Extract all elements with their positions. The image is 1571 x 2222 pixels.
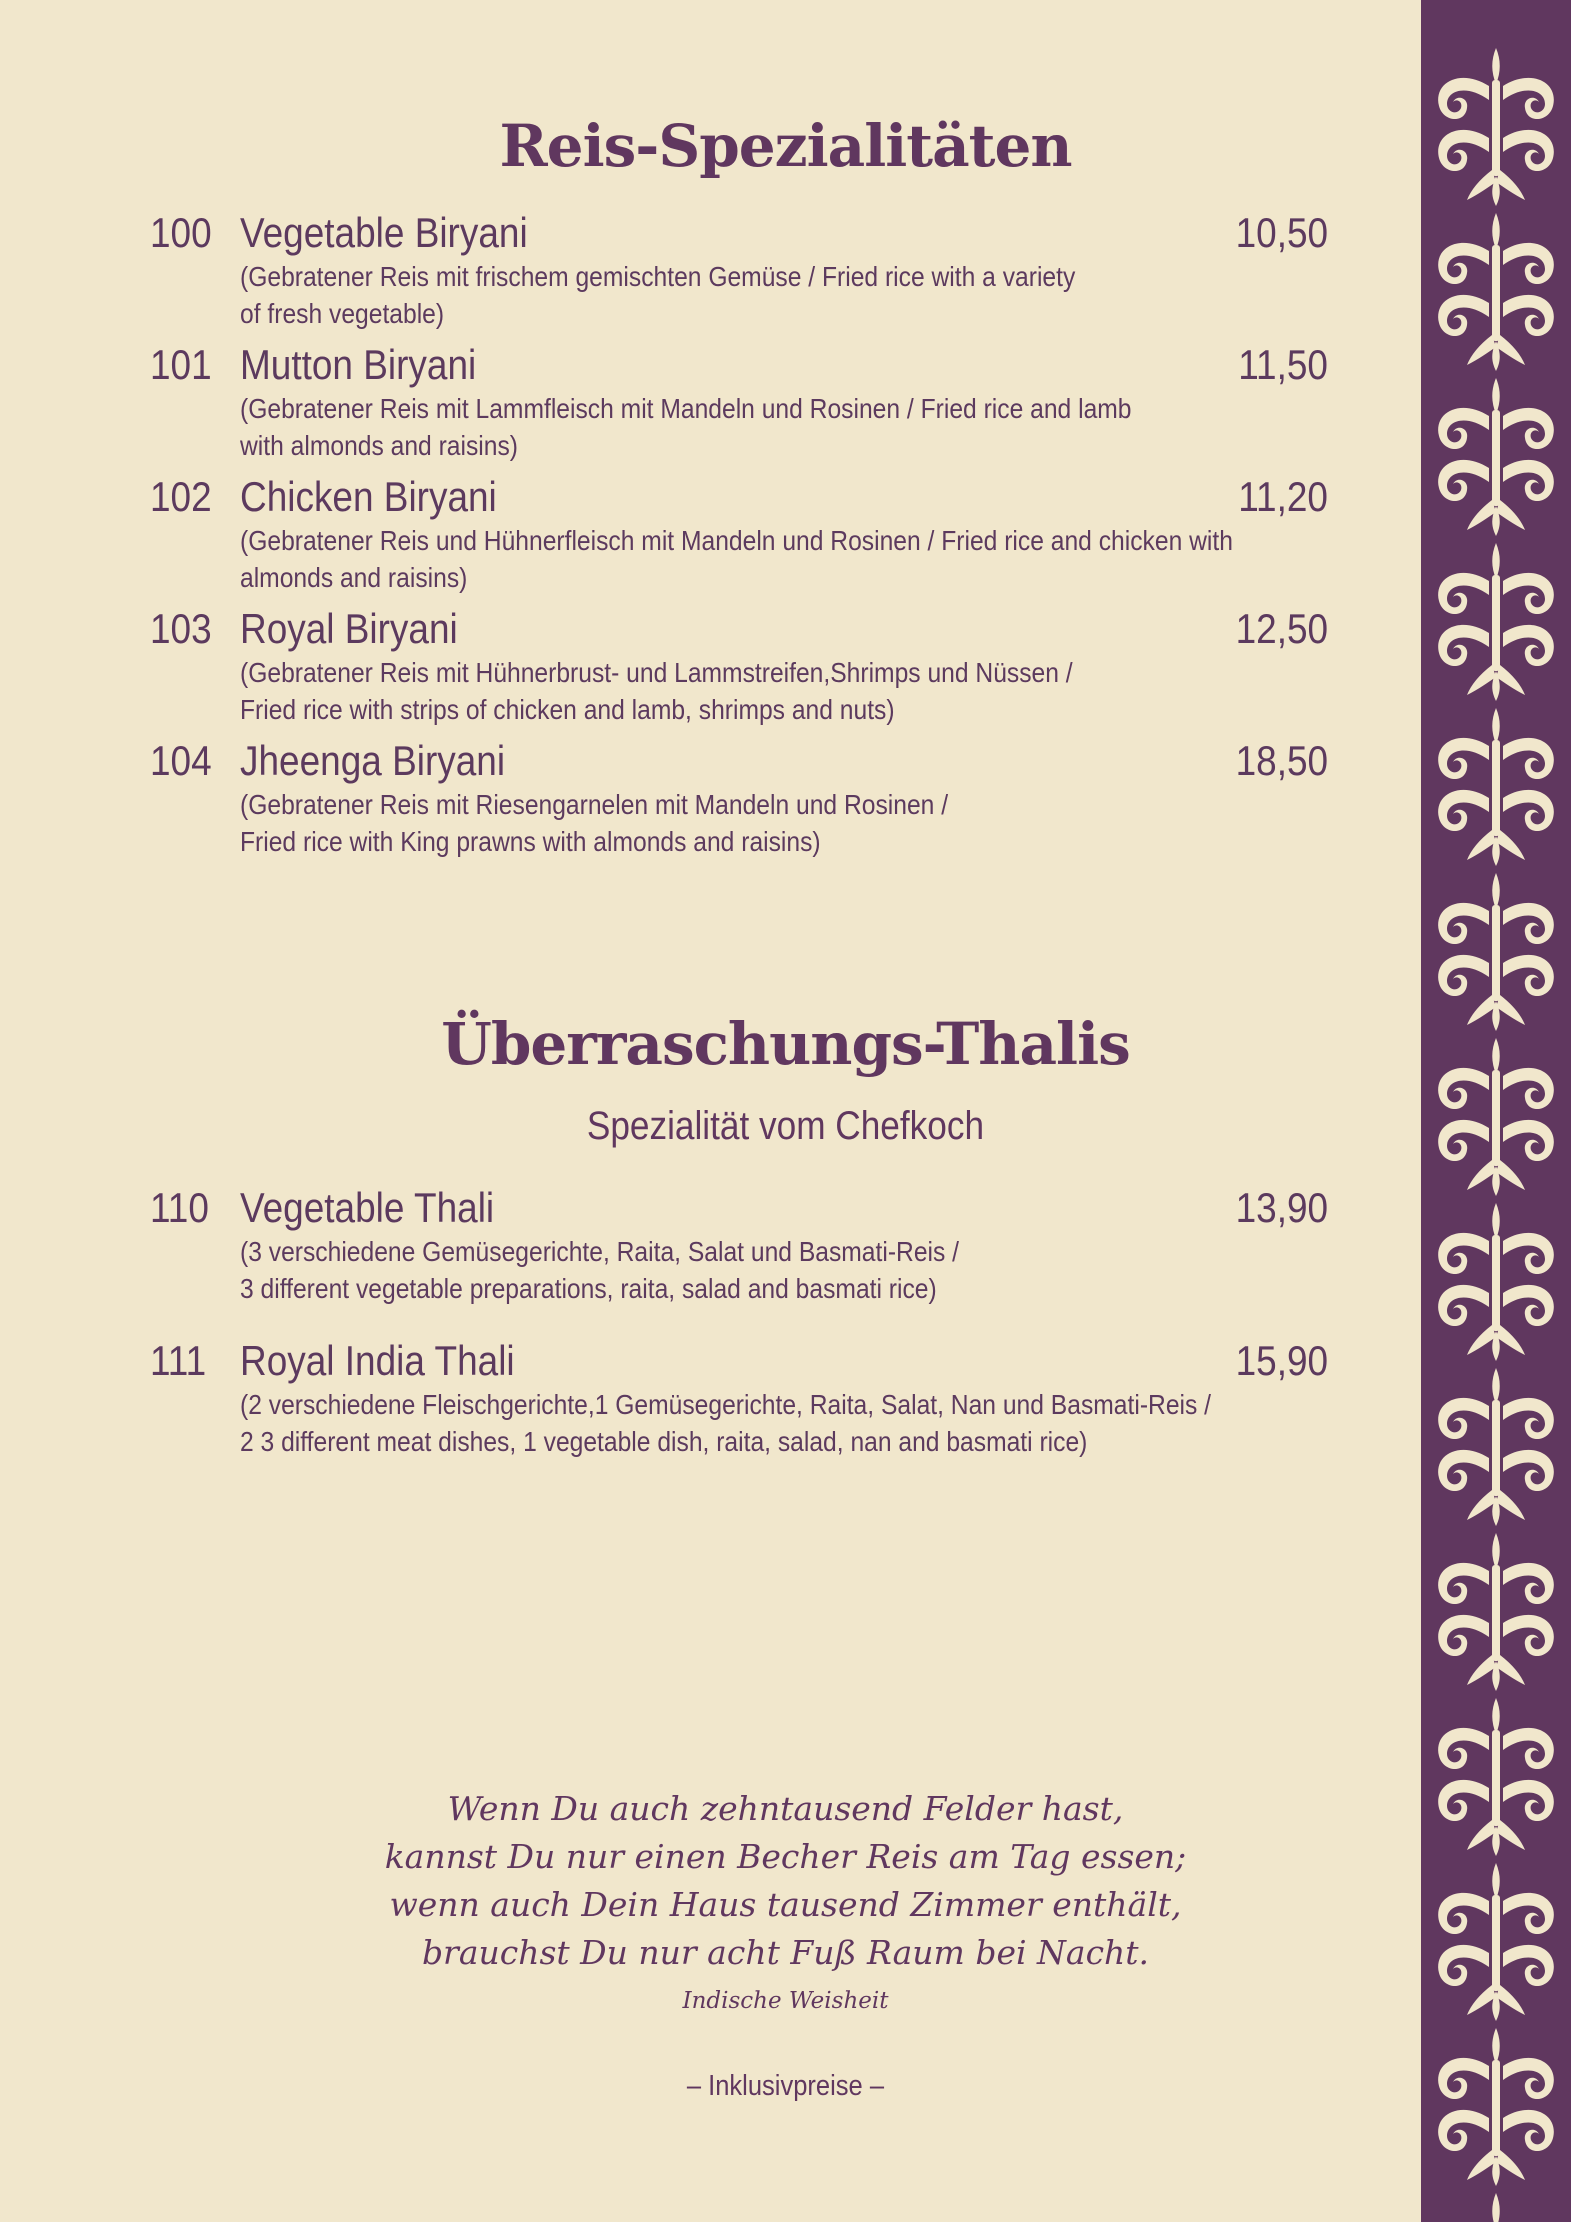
- item-number: 111: [150, 1337, 207, 1384]
- item-name: Royal India Thali: [240, 1337, 515, 1384]
- footer-note: – Inklusivpreise –: [686, 2070, 885, 2102]
- quote: [0, 1785, 1571, 1977]
- item-name: Vegetable Biryani: [240, 209, 528, 256]
- fleur-de-lis-scroll-icon: [1438, 708, 1554, 866]
- fleur-de-lis-scroll-icon: [1438, 543, 1554, 701]
- fleur-de-lis-scroll-icon: [1438, 1698, 1554, 1856]
- menu-item: [150, 340, 1330, 464]
- item-name: Royal Biryani: [240, 605, 458, 652]
- item-description: (Gebratener Reis mit Riesengarnelen mit Mandeln und Rosinen / Fried rice with King prawns with almonds and raisins): [240, 789, 949, 857]
- item-number: 110: [150, 1184, 209, 1231]
- item-name: Jheenga Biryani: [240, 737, 506, 784]
- item-number: 103: [150, 605, 212, 652]
- menu-item: [150, 1336, 1330, 1460]
- item-number: 101: [150, 341, 212, 388]
- fleur-de-lis-scroll-icon: [1438, 2028, 1554, 2186]
- fleur-de-lis-scroll-icon: [1438, 378, 1554, 536]
- item-number: 102: [150, 473, 212, 520]
- quote-line: brauchst Du nur acht Fuß Raum bei Nacht.: [421, 1933, 1150, 1972]
- fleur-de-lis-scroll-icon: [1438, 1863, 1554, 2021]
- fleur-de-lis-scroll-icon: [1438, 1038, 1554, 1196]
- menu-item: [150, 736, 1330, 860]
- item-name: Mutton Biryani: [240, 341, 477, 388]
- item-price: 11,50: [1238, 341, 1328, 388]
- item-price: 11,20: [1238, 473, 1328, 520]
- section-subtitle: Spezialität vom Chefkoch: [586, 1104, 985, 1148]
- item-price: 13,90: [1235, 1184, 1328, 1231]
- item-description: (3 verschiedene Gemüsegerichte, Raita, Salat und Basmati-Reis / 3 different vegetable preparations, raita, salad and basmati rice): [240, 1236, 960, 1304]
- fleur-de-lis-scroll-icon: [1438, 1203, 1554, 1361]
- item-number: 100: [150, 209, 212, 256]
- item-description: (Gebratener Reis und Hühnerfleisch mit Mandeln und Rosinen / Fried rice and chicken with almonds and raisins): [240, 525, 1233, 593]
- fleur-de-lis-scroll-icon: [1438, 213, 1554, 371]
- fleur-de-lis-scroll-icon: [1438, 2193, 1554, 2222]
- section-title-rice: Reis-Spezialitäten: [499, 112, 1072, 180]
- quote-line: wenn auch Dein Haus tausend Zimmer enthält,: [389, 1885, 1182, 1924]
- item-description: (Gebratener Reis mit Hühnerbrust- und Lammstreifen,Shrimps und Nüssen / Fried rice with strips of chicken and lamb, shrimps and nuts): [240, 657, 1073, 725]
- fleur-de-lis-scroll-icon: [1438, 48, 1554, 206]
- item-name: Vegetable Thali: [240, 1184, 495, 1231]
- ornamental-border: [1421, 0, 1571, 2222]
- item-number: 104: [150, 737, 212, 784]
- ornament-pattern: [1421, 0, 1571, 2222]
- item-price: 12,50: [1235, 605, 1328, 652]
- quote-line: Wenn Du auch zehntausend Felder hast,: [447, 1789, 1124, 1828]
- item-description: (Gebratener Reis mit Lammfleisch mit Mandeln und Rosinen / Fried rice and lamb with almonds and raisins): [240, 393, 1132, 461]
- item-description: (Gebratener Reis mit frischem gemischten Gemüse / Fried rice with a variety of fresh vegetable): [240, 261, 1076, 329]
- menu-item: [150, 604, 1330, 728]
- fleur-de-lis-scroll-icon: [1438, 873, 1554, 1031]
- menu-item: [150, 208, 1330, 332]
- fleur-de-lis-scroll-icon: [1438, 1533, 1554, 1691]
- item-price: 10,50: [1235, 209, 1328, 256]
- item-price: 18,50: [1235, 737, 1328, 784]
- item-price: 15,90: [1235, 1337, 1328, 1384]
- item-description: (2 verschiedene Fleischgerichte,1 Gemüsegerichte, Raita, Salat, Nan und Basmati-Reis / 2 3 different meat dishes, 1 vegetable dish, raita, salad, nan and basmati rice): [240, 1389, 1212, 1457]
- menu-item: [150, 472, 1330, 596]
- item-name: Chicken Biryani: [240, 473, 497, 520]
- fleur-de-lis-scroll-icon: [1438, 1368, 1554, 1526]
- section-title-thalis: Überraschungs-Thalis: [441, 1010, 1130, 1078]
- quote-source: Indische Weisheit: [682, 1988, 889, 2014]
- menu-item: [150, 1183, 1330, 1307]
- quote-line: kannst Du nur einen Becher Reis am Tag essen;: [384, 1837, 1187, 1876]
